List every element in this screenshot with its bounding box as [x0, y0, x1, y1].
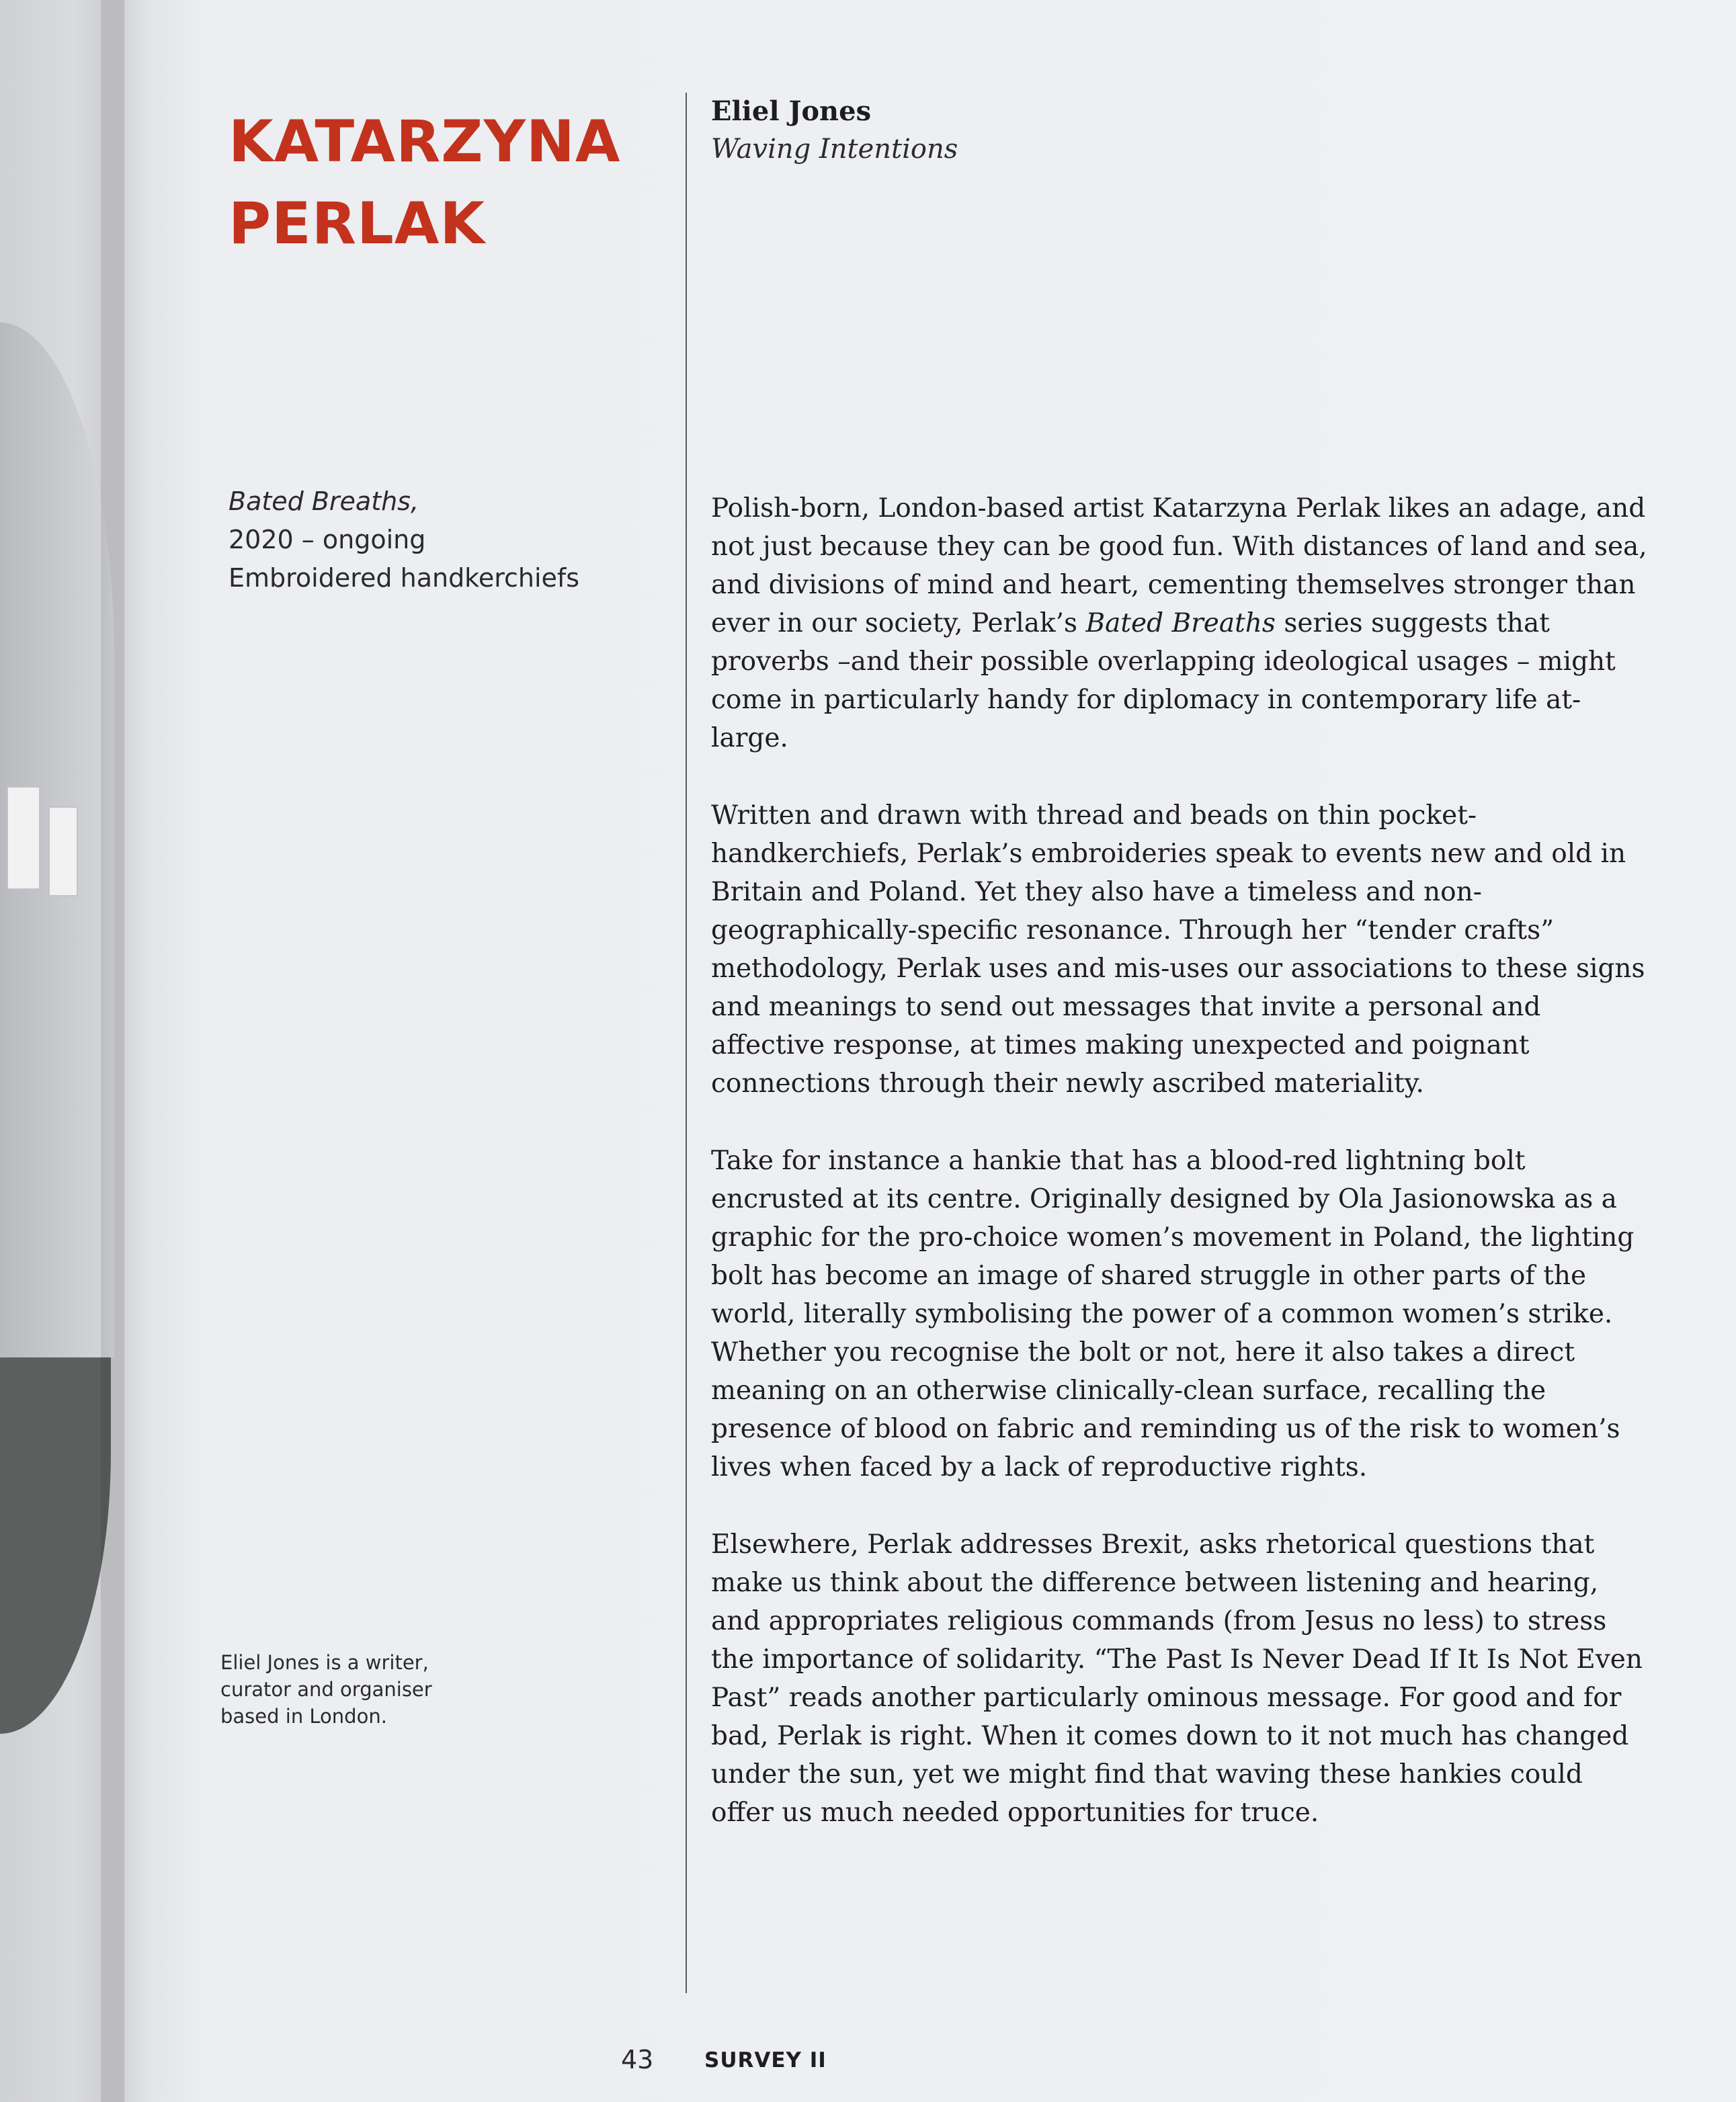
essay-paragraph	[711, 489, 1649, 757]
essay-body	[711, 489, 1649, 1871]
photo-floor	[0, 1357, 111, 1734]
artist-name-line: KATARZYNA	[229, 108, 621, 175]
artwork-caption	[229, 482, 579, 597]
essay-title: Waving Intentions	[711, 134, 958, 165]
column-divider	[686, 93, 687, 1993]
essay-text: Polish-born, London-based artist Katarzyna Perlak likes an adage, and not just because they can be good fun. With distances of land and sea, and divisions of mind and heart, cementing themselves stronger than ever in our society, Perlak’s	[711, 493, 1647, 638]
essay-text: series suggests that proverbs –and their possible overlapping ideological usages – might come in particularly handy for diplomacy in contemporary life at-large.	[711, 608, 1616, 753]
artist-name-heading	[229, 101, 620, 265]
book-gutter-shadow	[101, 0, 148, 2102]
page-number: 43	[621, 2045, 654, 2074]
essay-paragraph: Written and drawn with thread and beads on thin pocket-handkerchiefs, Perlak’s embroideries speak to events new and old in Britain and Poland. Yet they also have a timeless and non-geographically-specific resonance. Through her “tender crafts” methodology, Perlak uses and mis-uses our associations to these signs and meanings to send out messages that invite a personal and affective response, at times making unexpected and poignant connections through their newly ascribed materiality.	[711, 800, 1645, 1099]
artist-name-line: PERLAK	[229, 190, 485, 257]
artwork-medium: Embroidered handkerchiefs	[229, 563, 580, 593]
essay-series-title: Bated Breaths	[1085, 608, 1276, 638]
author-name: Eliel Jones	[711, 95, 872, 127]
author-bio: Eliel Jones is a writer, curator and organiser based in London.	[220, 1651, 432, 1728]
essay-paragraph: Elsewhere, Perlak addresses Brexit, asks rhetorical questions that make us think about the difference between listening and hearing, and appropriates religious commands (from Jesus no less) to stress the importance of solidarity. “The Past Is Never Dead If It Is Not Even Past” reads another particularly ominous message. For good and for bad, Perlak is right. When it comes down to it not much has changed under the sun, yet we might find that waving these hankies could offer us much needed opportunities for truce.	[711, 1529, 1643, 1828]
photo-framed-handkerchief	[7, 786, 40, 890]
essay-paragraph: Take for instance a hankie that has a blood-red lightning bolt encrusted at its centre. Originally designed by Ola Jasionowska as a graphic for the pro-choice women’s movement in Poland, the lighting bolt has become an image of shared struggle in other parts of the world, literally symbolising the power of a common women’s strike. Whether you recognise the bolt or not, here it also takes a direct meaning on an otherwise clinically-clean surface, recalling the presence of blood on fabric and reminding us of the risk to women’s lives when faced by a lack of reproductive rights.	[711, 1146, 1635, 1482]
artwork-date: 2020 – ongoing	[229, 525, 426, 554]
section-label: SURVEY II	[704, 2048, 827, 2072]
artwork-title: Bated Breaths,	[229, 487, 419, 516]
photo-framed-handkerchief	[48, 806, 78, 896]
